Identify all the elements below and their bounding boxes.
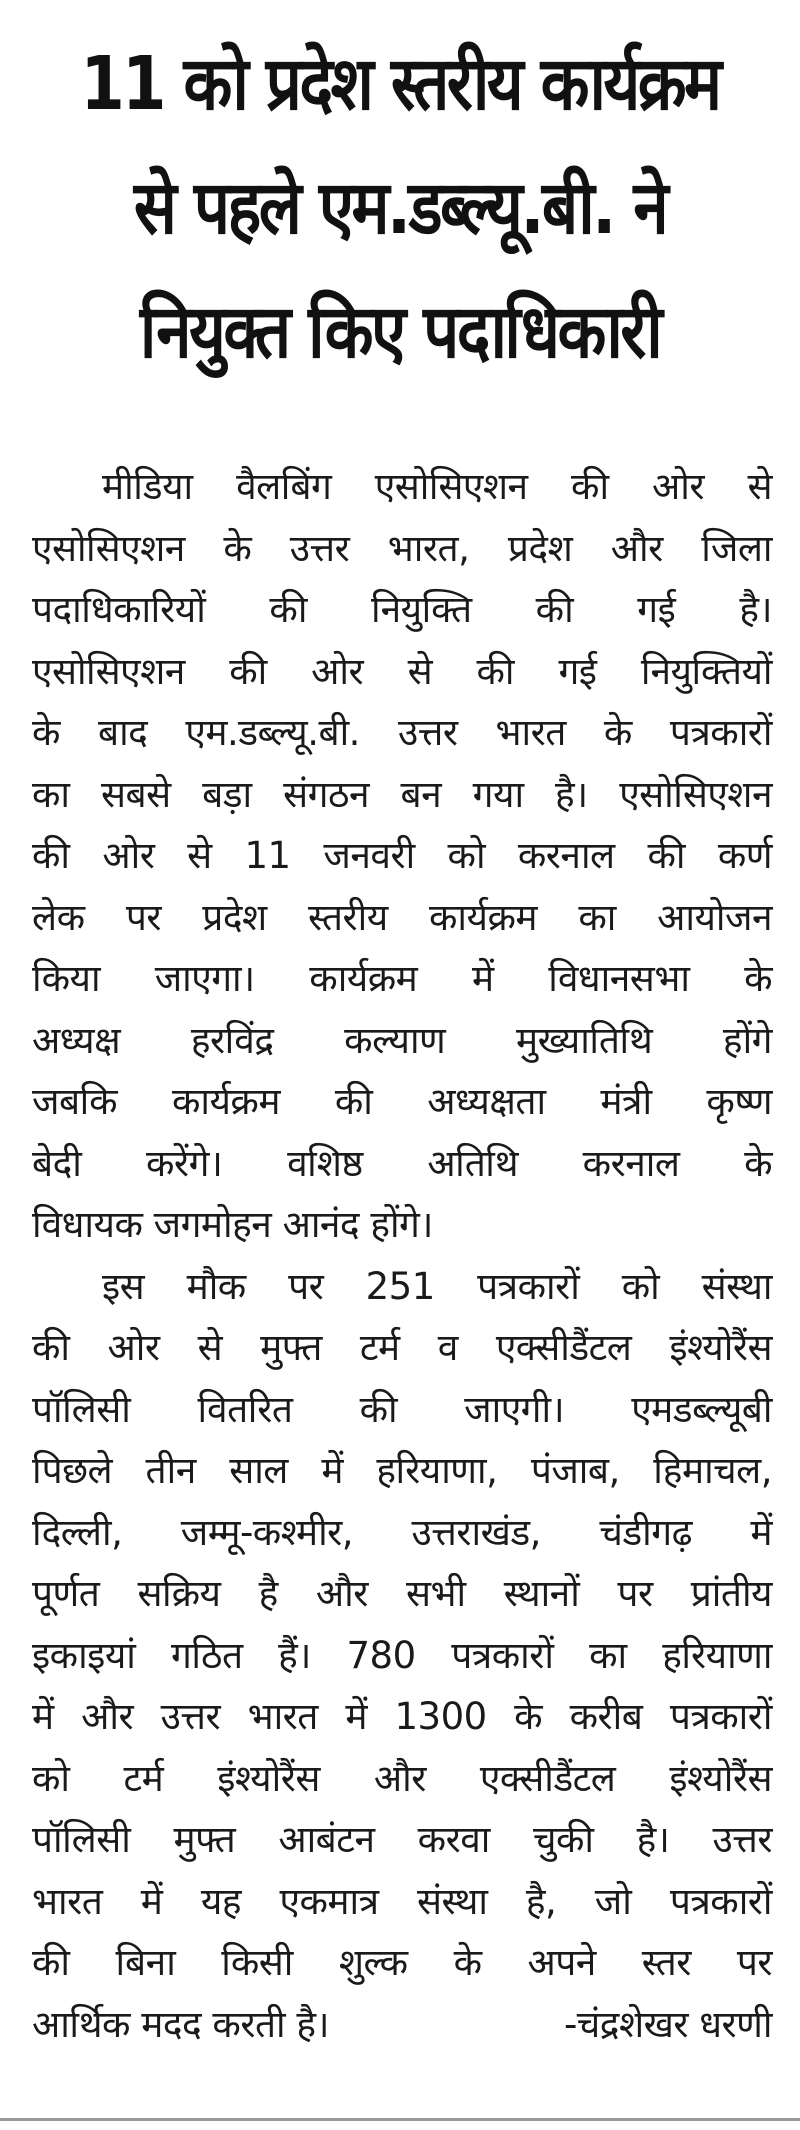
body-line: में और उत्तर भारत में 1300 के करीब पत्रकारों	[32, 1695, 772, 1738]
body-line: एसोसिएशन की ओर से की गई नियुक्तियों	[32, 649, 772, 693]
body-line: की ओर से 11 जनवरी को करनाल की कर्ण	[32, 834, 772, 877]
body-line: भारत में यह एकमात्र संस्था है, जो पत्रकारों	[32, 1879, 772, 1923]
headline-line-2: से पहले एम.डब्ल्यू.बी. ने	[133, 165, 667, 251]
body-line: जबकि कार्यक्रम की अध्यक्षता मंत्री कृष्ण	[32, 1080, 772, 1123]
body-line: एसोसिएशन के उत्तर भारत, प्रदेश और जिला	[32, 526, 772, 570]
body-line: की ओर से मुफ्त टर्म व एक्सीडैंटल इंश्योरैंस	[32, 1326, 772, 1369]
body-line: पॉलिसी मुफ्त आबंटन करवा चुकी है। उत्तर	[32, 1818, 772, 1861]
closing-text: आर्थिक मदद करती है।	[32, 2002, 330, 2046]
bottom-rule	[0, 2118, 800, 2121]
body-line: का सबसे बड़ा संगठन बन गया है। एसोसिएशन	[32, 772, 772, 816]
body-line: लेक पर प्रदेश स्तरीय कार्यक्रम का आयोजन	[32, 895, 772, 939]
headline	[0, 22, 800, 394]
body-line: इस मौक पर 251 पत्रकारों को संस्था	[102, 1264, 772, 1308]
body-line: के बाद एम.डब्ल्यू.बी. उत्तर भारत के पत्रकारों	[32, 711, 772, 754]
byline: -चंद्रशेखर धरणी	[563, 2002, 772, 2046]
closing-line	[32, 1994, 772, 2056]
body-line: दिल्ली, जम्मू-कश्मीर, उत्तराखंड, चंडीगढ़ में	[32, 1510, 772, 1554]
body-line: पॉलिसी वितरित की जाएगी। एमडब्ल्यूबी	[32, 1387, 772, 1431]
paragraph-2	[32, 1256, 772, 2056]
body-line: पदाधिकारियों की नियुक्ति की गई है।	[32, 588, 772, 631]
body-line: पिछले तीन साल में हरियाणा, पंजाब, हिमाचल,	[32, 1449, 772, 1492]
body-line: को टर्म इंश्योरैंस और एक्सीडैंटल इंश्योरैंस	[32, 1756, 772, 1800]
body-line: विधायक जगमोहन आनंद होंगे।	[32, 1203, 433, 1246]
article-body	[32, 456, 772, 2055]
headline-line-3: नियुक्त किए पदाधिकारी	[139, 289, 661, 375]
body-line: पूर्णत सक्रिय है और सभी स्थानों पर प्रांतीय	[32, 1572, 772, 1615]
body-line: बेदी करेंगे। वशिष्ठ अतिथि करनाल के	[32, 1141, 772, 1185]
body-line: अध्यक्ष हरविंद्र कल्याण मुख्यातिथि होंगे	[32, 1018, 772, 1062]
body-line: इकाइयां गठित हैं। 780 पत्रकारों का हरियाणा	[32, 1633, 772, 1677]
paragraph-1	[32, 456, 772, 1256]
headline-line-1: 11 को प्रदेश स्तरीय कार्यक्रम	[80, 41, 720, 127]
body-line: किया जाएगा। कार्यक्रम में विधानसभा के	[32, 957, 772, 1000]
body-line: की बिना किसी शुल्क के अपने स्तर पर	[32, 1941, 772, 1984]
body-line: मीडिया वैलबिंग एसोसिएशन की ओर से	[102, 465, 772, 508]
